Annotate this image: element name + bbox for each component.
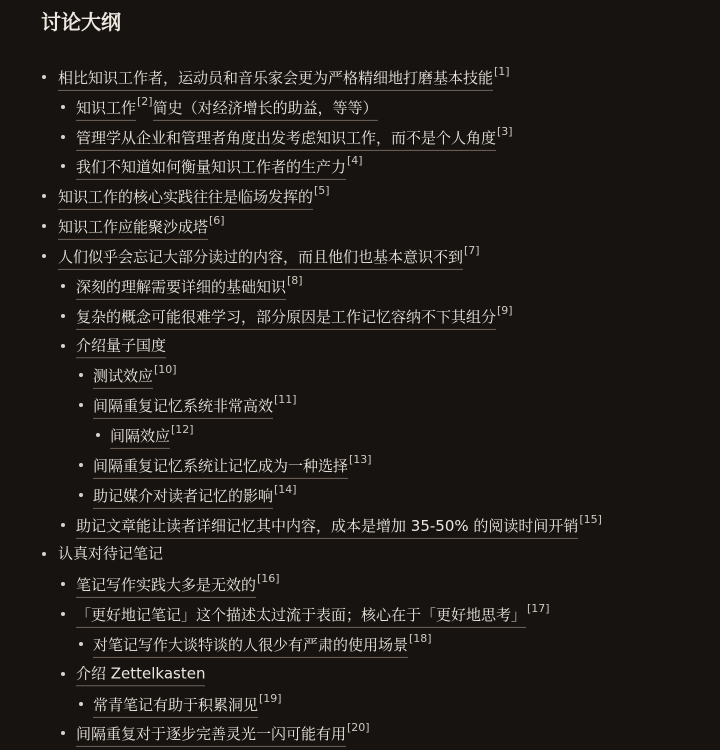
outline-item — [0, 688, 720, 718]
outline-link-tail[interactable]: 简史（对经济增长的助益，等等） — [153, 99, 378, 121]
outline-link[interactable]: 间隔重复记忆系统让记忆成为一种选择 — [93, 457, 348, 479]
outline-link[interactable]: 测试效应 — [93, 367, 153, 389]
outline-item — [0, 628, 720, 658]
footnote-ref-link[interactable]: [12] — [171, 422, 194, 436]
outline-item-text — [76, 602, 550, 625]
outline-item — [0, 121, 720, 151]
footnote-ref-link[interactable]: [6] — [209, 214, 225, 228]
outline-item — [0, 300, 720, 330]
outline-item-text — [58, 214, 225, 237]
outline-item-text — [58, 184, 330, 207]
outline-link[interactable]: 对笔记写作大谈特谈的人很少有严肃的使用场景 — [93, 636, 408, 658]
bullet-icon — [61, 672, 65, 676]
bullet-icon — [61, 135, 65, 139]
outline-item-text — [76, 335, 167, 354]
outline-link[interactable]: 相比知识工作者，运动员和音乐家会更为严格精细地打磨基本技能 — [58, 69, 493, 91]
bullet-icon — [96, 433, 100, 437]
footnote-ref-link[interactable]: [4] — [347, 154, 363, 168]
footnote-ref-link[interactable]: [19] — [259, 691, 282, 705]
outline-item-text — [76, 666, 205, 681]
page-title: 讨论大纲 — [41, 10, 121, 34]
outline-item-text — [76, 512, 602, 535]
outline-item — [0, 568, 720, 598]
outline-link[interactable]: 助记媒介对读者记忆的影响 — [93, 487, 273, 509]
bullet-icon — [61, 314, 65, 318]
bullet-icon — [42, 194, 46, 198]
outline-link[interactable]: 间隔效应 — [110, 427, 170, 449]
outline-item-text — [58, 243, 480, 266]
outline-item-text — [76, 303, 513, 326]
bullet-icon — [61, 612, 65, 616]
footnote-ref-link[interactable]: [2] — [137, 94, 153, 108]
outline-item-text — [110, 422, 194, 445]
outline-item-text — [76, 94, 378, 117]
footnote-ref-link[interactable]: [18] — [409, 631, 432, 645]
outline-item — [0, 359, 720, 389]
outline-link[interactable]: 知识工作 — [76, 99, 136, 121]
outline-link[interactable]: 管理学从企业和管理者角度出发考虑知识工作，而不是个人角度 — [76, 129, 496, 151]
outline-item — [0, 509, 720, 539]
bullet-icon — [61, 731, 65, 735]
outline-item — [0, 240, 720, 270]
footnote-ref-link[interactable]: [11] — [274, 393, 297, 407]
footnote-ref-link[interactable]: [3] — [497, 124, 513, 138]
outline-label: 认真对待记笔记 — [58, 544, 164, 563]
outline-item-text — [93, 691, 282, 714]
outline-link[interactable]: 间隔重复记忆系统非常高效 — [93, 397, 273, 419]
outline-item-text — [93, 631, 432, 654]
outline-item — [0, 91, 720, 121]
outline-item-text — [76, 572, 280, 595]
footnote-ref-link[interactable]: [13] — [349, 452, 372, 466]
footnote-ref-link[interactable]: [9] — [497, 303, 513, 317]
outline-item — [0, 210, 720, 240]
bullet-icon — [61, 582, 65, 586]
outline-item — [0, 330, 720, 360]
outline-link[interactable]: 间隔重复对于逐步完善灵光一闪可能有用 — [76, 725, 346, 747]
footnote-ref-link[interactable]: [14] — [274, 482, 297, 496]
outline-link[interactable]: 介绍量子国度 — [76, 336, 166, 358]
outline-link[interactable]: 复杂的概念可能很难学习，部分原因是工作记忆容纳不下其组分 — [76, 308, 496, 330]
bullet-icon — [61, 105, 65, 109]
outline-item-text — [76, 124, 513, 147]
footnote-ref-link[interactable]: [1] — [494, 64, 510, 78]
bullet-icon — [42, 224, 46, 228]
bullet-icon — [79, 493, 83, 497]
bullet-icon — [79, 403, 83, 407]
outline-item — [0, 419, 720, 449]
outline-link[interactable]: 「更好地记笔记」这个描述太过流于表面；核心在于「更好地思考」 — [76, 606, 526, 628]
outline-link[interactable]: 人们似乎会忘记大部分读过的内容，而且他们也基本意识不到 — [58, 248, 463, 270]
outline-link[interactable]: 笔记写作实践大多是无效的 — [76, 576, 256, 598]
outline-link[interactable]: 知识工作的核心实践往往是临场发挥的 — [58, 188, 313, 210]
outline-link[interactable]: 介绍 Zettelkasten — [76, 664, 205, 686]
outline-item-text — [93, 363, 177, 386]
footnote-ref-link[interactable]: [16] — [257, 572, 280, 586]
footnote-ref-link[interactable]: [7] — [464, 243, 480, 257]
bullet-icon — [79, 642, 83, 646]
outline-item-text — [58, 64, 510, 87]
bullet-icon — [79, 702, 83, 706]
outline-item — [0, 598, 720, 628]
bullet-icon — [79, 463, 83, 467]
footnote-ref-link[interactable]: [8] — [287, 273, 303, 287]
outline-item — [0, 479, 720, 509]
outline-item-text — [76, 273, 303, 296]
bullet-icon — [61, 344, 65, 348]
outline-item-text — [93, 452, 372, 475]
outline-list — [0, 61, 720, 747]
footnote-ref-link[interactable]: [15] — [579, 512, 602, 526]
footnote-ref-link[interactable]: [10] — [154, 363, 177, 377]
outline-item — [0, 539, 720, 569]
bullet-icon — [79, 373, 83, 377]
outline-item — [0, 270, 720, 300]
bullet-icon — [61, 284, 65, 288]
outline-item — [0, 180, 720, 210]
outline-link[interactable]: 助记文章能让读者详细记忆其中内容，成本是增加 35-50% 的阅读时间开销 — [76, 516, 578, 538]
footnote-ref-link[interactable]: [5] — [314, 184, 330, 198]
outline-item-text — [76, 721, 370, 744]
outline-item-text — [58, 544, 164, 563]
bullet-icon — [42, 552, 46, 556]
outline-item — [0, 151, 720, 181]
bullet-icon — [42, 75, 46, 79]
bullet-icon — [61, 164, 65, 168]
outline-item — [0, 658, 720, 688]
outline-item-text — [76, 154, 363, 177]
outline-link[interactable]: 深刻的理解需要详细的基础知识 — [76, 278, 286, 300]
outline-link[interactable]: 知识工作应能聚沙成塔 — [58, 218, 208, 240]
outline-item — [0, 718, 720, 748]
outline-item-text — [93, 482, 297, 505]
bullet-icon — [61, 523, 65, 527]
outline-item-text — [93, 393, 297, 416]
outline-item — [0, 61, 720, 91]
outline-item — [0, 449, 720, 479]
outline-link[interactable]: 常青笔记有助于积累洞见 — [93, 696, 258, 718]
footnote-ref-link[interactable]: [17] — [527, 602, 550, 616]
outline-item — [0, 389, 720, 419]
footnote-ref-link[interactable]: [20] — [347, 721, 370, 735]
outline-link[interactable]: 我们不知道如何衡量知识工作者的生产力 — [76, 158, 346, 180]
bullet-icon — [42, 254, 46, 258]
